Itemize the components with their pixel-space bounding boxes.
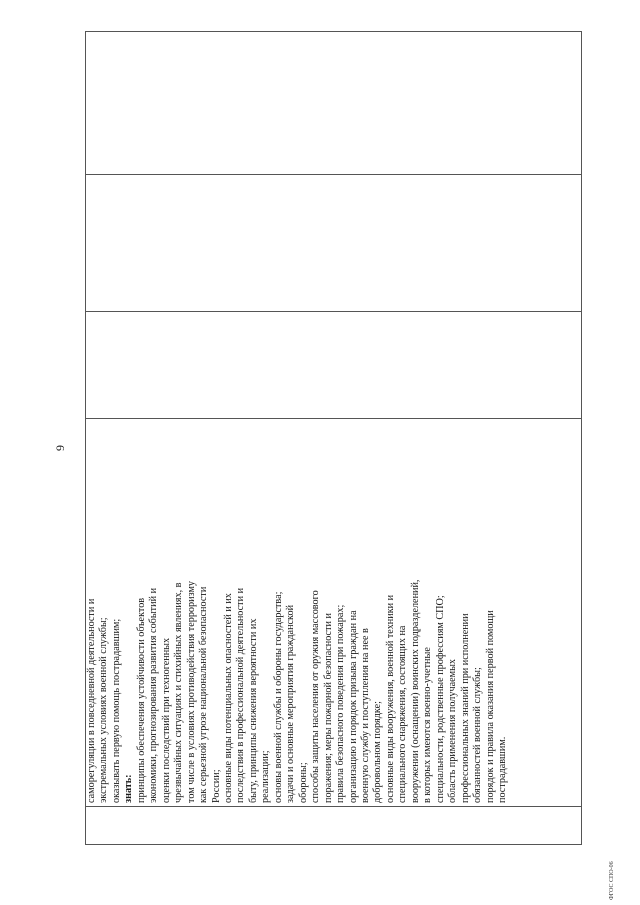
cell-text	[86, 419, 509, 806]
page-number: 9	[53, 445, 67, 451]
footer-standard-label: ФГОС СПО-06	[609, 861, 615, 900]
table-row	[86, 32, 582, 845]
table-cell-empty	[86, 312, 582, 419]
text-after-heading: принципы обеспечения устойчивости объектов экономики, прогнозирования развития событий и оценки последствий при техногенных чрезвычайных ситуациях и стихийных явлениях, в том числе в условиях противодействия терроризму как серьезной угрозе национальной безопасности России; основные виды потенциальных опасностей и их последствия в профессиональной деятельности и быту, принципы снижения вероятности их реализации; основы военной службы и обороны государства; задачи и основные мероприятия гражданской обороны; способы защиты населения от оружия массового поражения; меры пожарной безопасности и правила безопасного поведения при пожарах; организацию и порядок призыва граждан на военную службу и поступления на нее в добровольном порядке; основные виды вооружения, военной техники и специального снаряжения, состоящих на вооружении (оснащении) воинских подразделений, в которых имеются военно-учетные специальности, родственные профессиям СПО; область применения получаемых профессиональных знаний при исполнении обязанностей военной службы; порядок и правила оказания первой помощи пострадавшим.	[135, 579, 508, 803]
competency-table	[85, 31, 582, 845]
table-cell-empty	[86, 32, 582, 175]
table-cell-content	[86, 419, 582, 807]
table-cell-index	[86, 807, 582, 845]
text-before-heading: саморегуляции в повседневной деятельности и экстремальных условиях военной службы; оказывать первую помощь пострадавшим;	[86, 598, 122, 803]
know-heading: знать:	[123, 774, 135, 803]
table-cell-empty	[86, 175, 582, 312]
rotated-table	[85, 37, 582, 845]
